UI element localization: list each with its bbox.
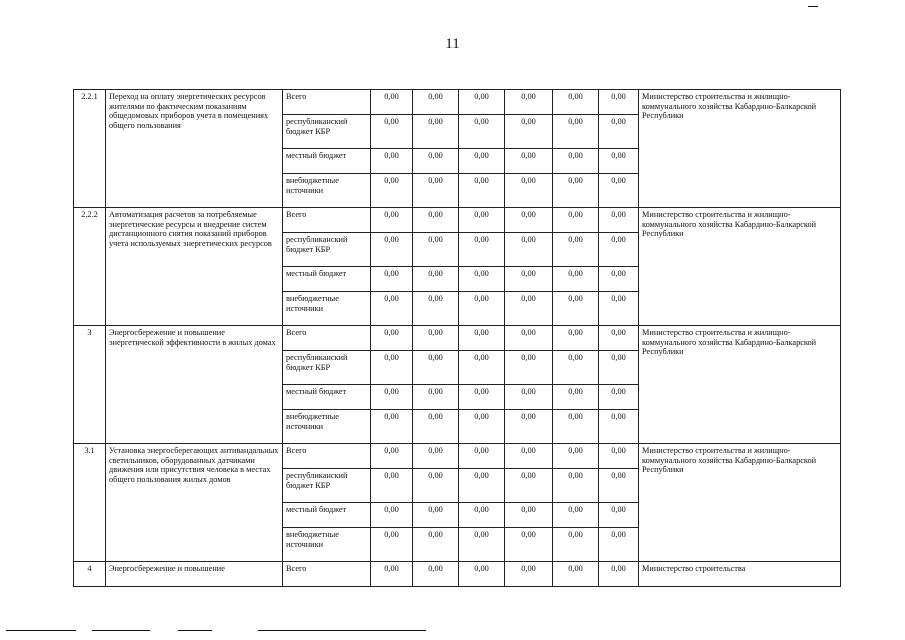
funding-amount: 0,00 xyxy=(371,528,413,562)
responsible-executor: Министерство строительства и жилищно-коммунального хозяйства Кабардино-Балкарской Республики xyxy=(639,326,841,444)
funding-amount: 0,00 xyxy=(371,351,413,385)
table-row xyxy=(74,90,841,115)
funding-source: местный бюджет xyxy=(283,149,371,174)
funding-amount: 0,00 xyxy=(553,351,599,385)
funding-amount: 0,00 xyxy=(599,351,639,385)
funding-amount: 0,00 xyxy=(413,233,459,267)
funding-amount: 0,00 xyxy=(553,385,599,410)
funding-amount: 0,00 xyxy=(599,562,639,587)
funding-source: местный бюджет xyxy=(283,267,371,292)
funding-amount: 0,00 xyxy=(553,326,599,351)
funding-amount: 0,00 xyxy=(505,562,553,587)
funding-amount: 0,00 xyxy=(459,469,505,503)
program-funding-table xyxy=(73,89,841,587)
funding-amount: 0,00 xyxy=(505,90,553,115)
funding-amount: 0,00 xyxy=(553,115,599,149)
funding-source: республиканский бюджет КБР xyxy=(283,469,371,503)
funding-amount: 0,00 xyxy=(599,149,639,174)
funding-amount: 0,00 xyxy=(505,149,553,174)
funding-amount: 0,00 xyxy=(371,503,413,528)
funding-source: республиканский бюджет КБР xyxy=(283,351,371,385)
funding-amount: 0,00 xyxy=(371,115,413,149)
funding-amount: 0,00 xyxy=(413,351,459,385)
funding-amount: 0,00 xyxy=(371,149,413,174)
item-number: 3 xyxy=(74,326,106,444)
funding-amount: 0,00 xyxy=(459,528,505,562)
activity-name: Автоматизация расчетов за потребляемые энергетические ресурсы и внедрение систем дистанционного снятия показаний приборов учета используемых энергетических ресурсов xyxy=(106,208,283,326)
responsible-executor: Министерство строительства и жилищно-коммунального хозяйства Кабардино-Балкарской Республики xyxy=(639,208,841,326)
funding-amount: 0,00 xyxy=(413,267,459,292)
funding-amount: 0,00 xyxy=(599,267,639,292)
funding-amount: 0,00 xyxy=(505,174,553,208)
funding-amount: 0,00 xyxy=(553,528,599,562)
funding-source: Всего xyxy=(283,208,371,233)
funding-amount: 0,00 xyxy=(459,90,505,115)
funding-amount: 0,00 xyxy=(413,174,459,208)
funding-amount: 0,00 xyxy=(371,385,413,410)
funding-amount: 0,00 xyxy=(599,444,639,469)
funding-amount: 0,00 xyxy=(599,115,639,149)
funding-amount: 0,00 xyxy=(459,233,505,267)
funding-amount: 0,00 xyxy=(505,469,553,503)
scan-mark xyxy=(808,6,818,7)
funding-source: внебюджетные источники xyxy=(283,292,371,326)
funding-amount: 0,00 xyxy=(413,503,459,528)
scan-mark xyxy=(6,630,76,631)
funding-amount: 0,00 xyxy=(371,174,413,208)
funding-amount: 0,00 xyxy=(553,562,599,587)
funding-amount: 0,00 xyxy=(599,385,639,410)
funding-amount: 0,00 xyxy=(505,351,553,385)
funding-amount: 0,00 xyxy=(505,233,553,267)
funding-amount: 0,00 xyxy=(553,503,599,528)
page-number: 11 xyxy=(445,36,460,52)
item-number: 3.1 xyxy=(74,444,106,562)
funding-amount: 0,00 xyxy=(459,292,505,326)
responsible-executor: Министерство строительства и жилищно-коммунального хозяйства Кабардино-Балкарской Республики xyxy=(639,90,841,208)
funding-amount: 0,00 xyxy=(413,90,459,115)
funding-amount: 0,00 xyxy=(599,174,639,208)
funding-amount: 0,00 xyxy=(459,385,505,410)
funding-amount: 0,00 xyxy=(459,326,505,351)
funding-amount: 0,00 xyxy=(459,208,505,233)
funding-amount: 0,00 xyxy=(459,351,505,385)
funding-amount: 0,00 xyxy=(553,174,599,208)
funding-amount: 0,00 xyxy=(371,410,413,444)
funding-amount: 0,00 xyxy=(505,326,553,351)
funding-amount: 0,00 xyxy=(413,444,459,469)
funding-amount: 0,00 xyxy=(371,208,413,233)
scan-mark xyxy=(178,630,212,631)
table-row xyxy=(74,208,841,233)
funding-amount: 0,00 xyxy=(371,267,413,292)
funding-source: внебюджетные источники xyxy=(283,410,371,444)
funding-amount: 0,00 xyxy=(413,562,459,587)
funding-source: местный бюджет xyxy=(283,385,371,410)
funding-amount: 0,00 xyxy=(459,503,505,528)
funding-amount: 0,00 xyxy=(413,208,459,233)
funding-amount: 0,00 xyxy=(371,326,413,351)
funding-amount: 0,00 xyxy=(371,90,413,115)
funding-amount: 0,00 xyxy=(553,267,599,292)
funding-amount: 0,00 xyxy=(599,528,639,562)
item-number: 2.2.2 xyxy=(74,208,106,326)
funding-amount: 0,00 xyxy=(505,385,553,410)
funding-amount: 0,00 xyxy=(413,292,459,326)
funding-amount: 0,00 xyxy=(413,115,459,149)
funding-amount: 0,00 xyxy=(413,149,459,174)
funding-source: республиканский бюджет КБР xyxy=(283,233,371,267)
scan-mark xyxy=(92,630,150,631)
funding-amount: 0,00 xyxy=(459,267,505,292)
activity-name: Энергосбережение и повышение xyxy=(106,562,283,587)
funding-amount: 0,00 xyxy=(505,292,553,326)
table-row xyxy=(74,444,841,469)
funding-source: местный бюджет xyxy=(283,503,371,528)
funding-amount: 0,00 xyxy=(371,233,413,267)
item-number: 2.2.1 xyxy=(74,90,106,208)
funding-source: Всего xyxy=(283,326,371,351)
responsible-executor: Министерство строительства и жилищно-коммунального хозяйства Кабардино-Балкарской Республики xyxy=(639,444,841,562)
funding-source: республиканский бюджет КБР xyxy=(283,115,371,149)
activity-name: Энергосбережение и повышение энергетической эффективности в жилых домах xyxy=(106,326,283,444)
funding-amount: 0,00 xyxy=(413,528,459,562)
funding-amount: 0,00 xyxy=(599,208,639,233)
funding-amount: 0,00 xyxy=(553,292,599,326)
funding-amount: 0,00 xyxy=(371,292,413,326)
funding-amount: 0,00 xyxy=(505,503,553,528)
funding-amount: 0,00 xyxy=(413,326,459,351)
funding-amount: 0,00 xyxy=(371,562,413,587)
funding-amount: 0,00 xyxy=(459,149,505,174)
table-row xyxy=(74,326,841,351)
table-row xyxy=(74,562,841,587)
funding-amount: 0,00 xyxy=(505,528,553,562)
funding-amount: 0,00 xyxy=(599,90,639,115)
funding-amount: 0,00 xyxy=(459,115,505,149)
funding-amount: 0,00 xyxy=(599,410,639,444)
funding-amount: 0,00 xyxy=(459,562,505,587)
funding-amount: 0,00 xyxy=(553,90,599,115)
funding-amount: 0,00 xyxy=(459,174,505,208)
funding-amount: 0,00 xyxy=(371,444,413,469)
funding-amount: 0,00 xyxy=(553,149,599,174)
funding-amount: 0,00 xyxy=(505,115,553,149)
funding-amount: 0,00 xyxy=(413,469,459,503)
funding-amount: 0,00 xyxy=(459,410,505,444)
responsible-executor: Министерство строительства xyxy=(639,562,841,587)
funding-amount: 0,00 xyxy=(553,208,599,233)
funding-amount: 0,00 xyxy=(459,444,505,469)
funding-amount: 0,00 xyxy=(599,233,639,267)
funding-amount: 0,00 xyxy=(553,233,599,267)
funding-amount: 0,00 xyxy=(413,410,459,444)
funding-source: внебюджетные источники xyxy=(283,528,371,562)
funding-amount: 0,00 xyxy=(599,469,639,503)
funding-amount: 0,00 xyxy=(505,410,553,444)
funding-amount: 0,00 xyxy=(599,326,639,351)
funding-source: Всего xyxy=(283,90,371,115)
funding-amount: 0,00 xyxy=(371,469,413,503)
funding-source: Всего xyxy=(283,444,371,469)
funding-amount: 0,00 xyxy=(413,385,459,410)
activity-name: Установка энергосберегающих антивандальных светильников, оборудованных датчиками движения или присутствия человека в местах общего пользования жилых домов xyxy=(106,444,283,562)
item-number: 4 xyxy=(74,562,106,587)
funding-amount: 0,00 xyxy=(553,469,599,503)
funding-source: внебюджетные источники xyxy=(283,174,371,208)
funding-amount: 0,00 xyxy=(505,444,553,469)
scan-mark xyxy=(258,630,426,631)
funding-amount: 0,00 xyxy=(599,292,639,326)
funding-amount: 0,00 xyxy=(553,444,599,469)
activity-name: Переход на оплату энергетических ресурсов жителями по фактическим показаниям общедомовых приборов учета в помещениях общего пользования xyxy=(106,90,283,208)
funding-amount: 0,00 xyxy=(553,410,599,444)
funding-amount: 0,00 xyxy=(505,267,553,292)
funding-source: Всего xyxy=(283,562,371,587)
funding-amount: 0,00 xyxy=(599,503,639,528)
funding-amount: 0,00 xyxy=(505,208,553,233)
